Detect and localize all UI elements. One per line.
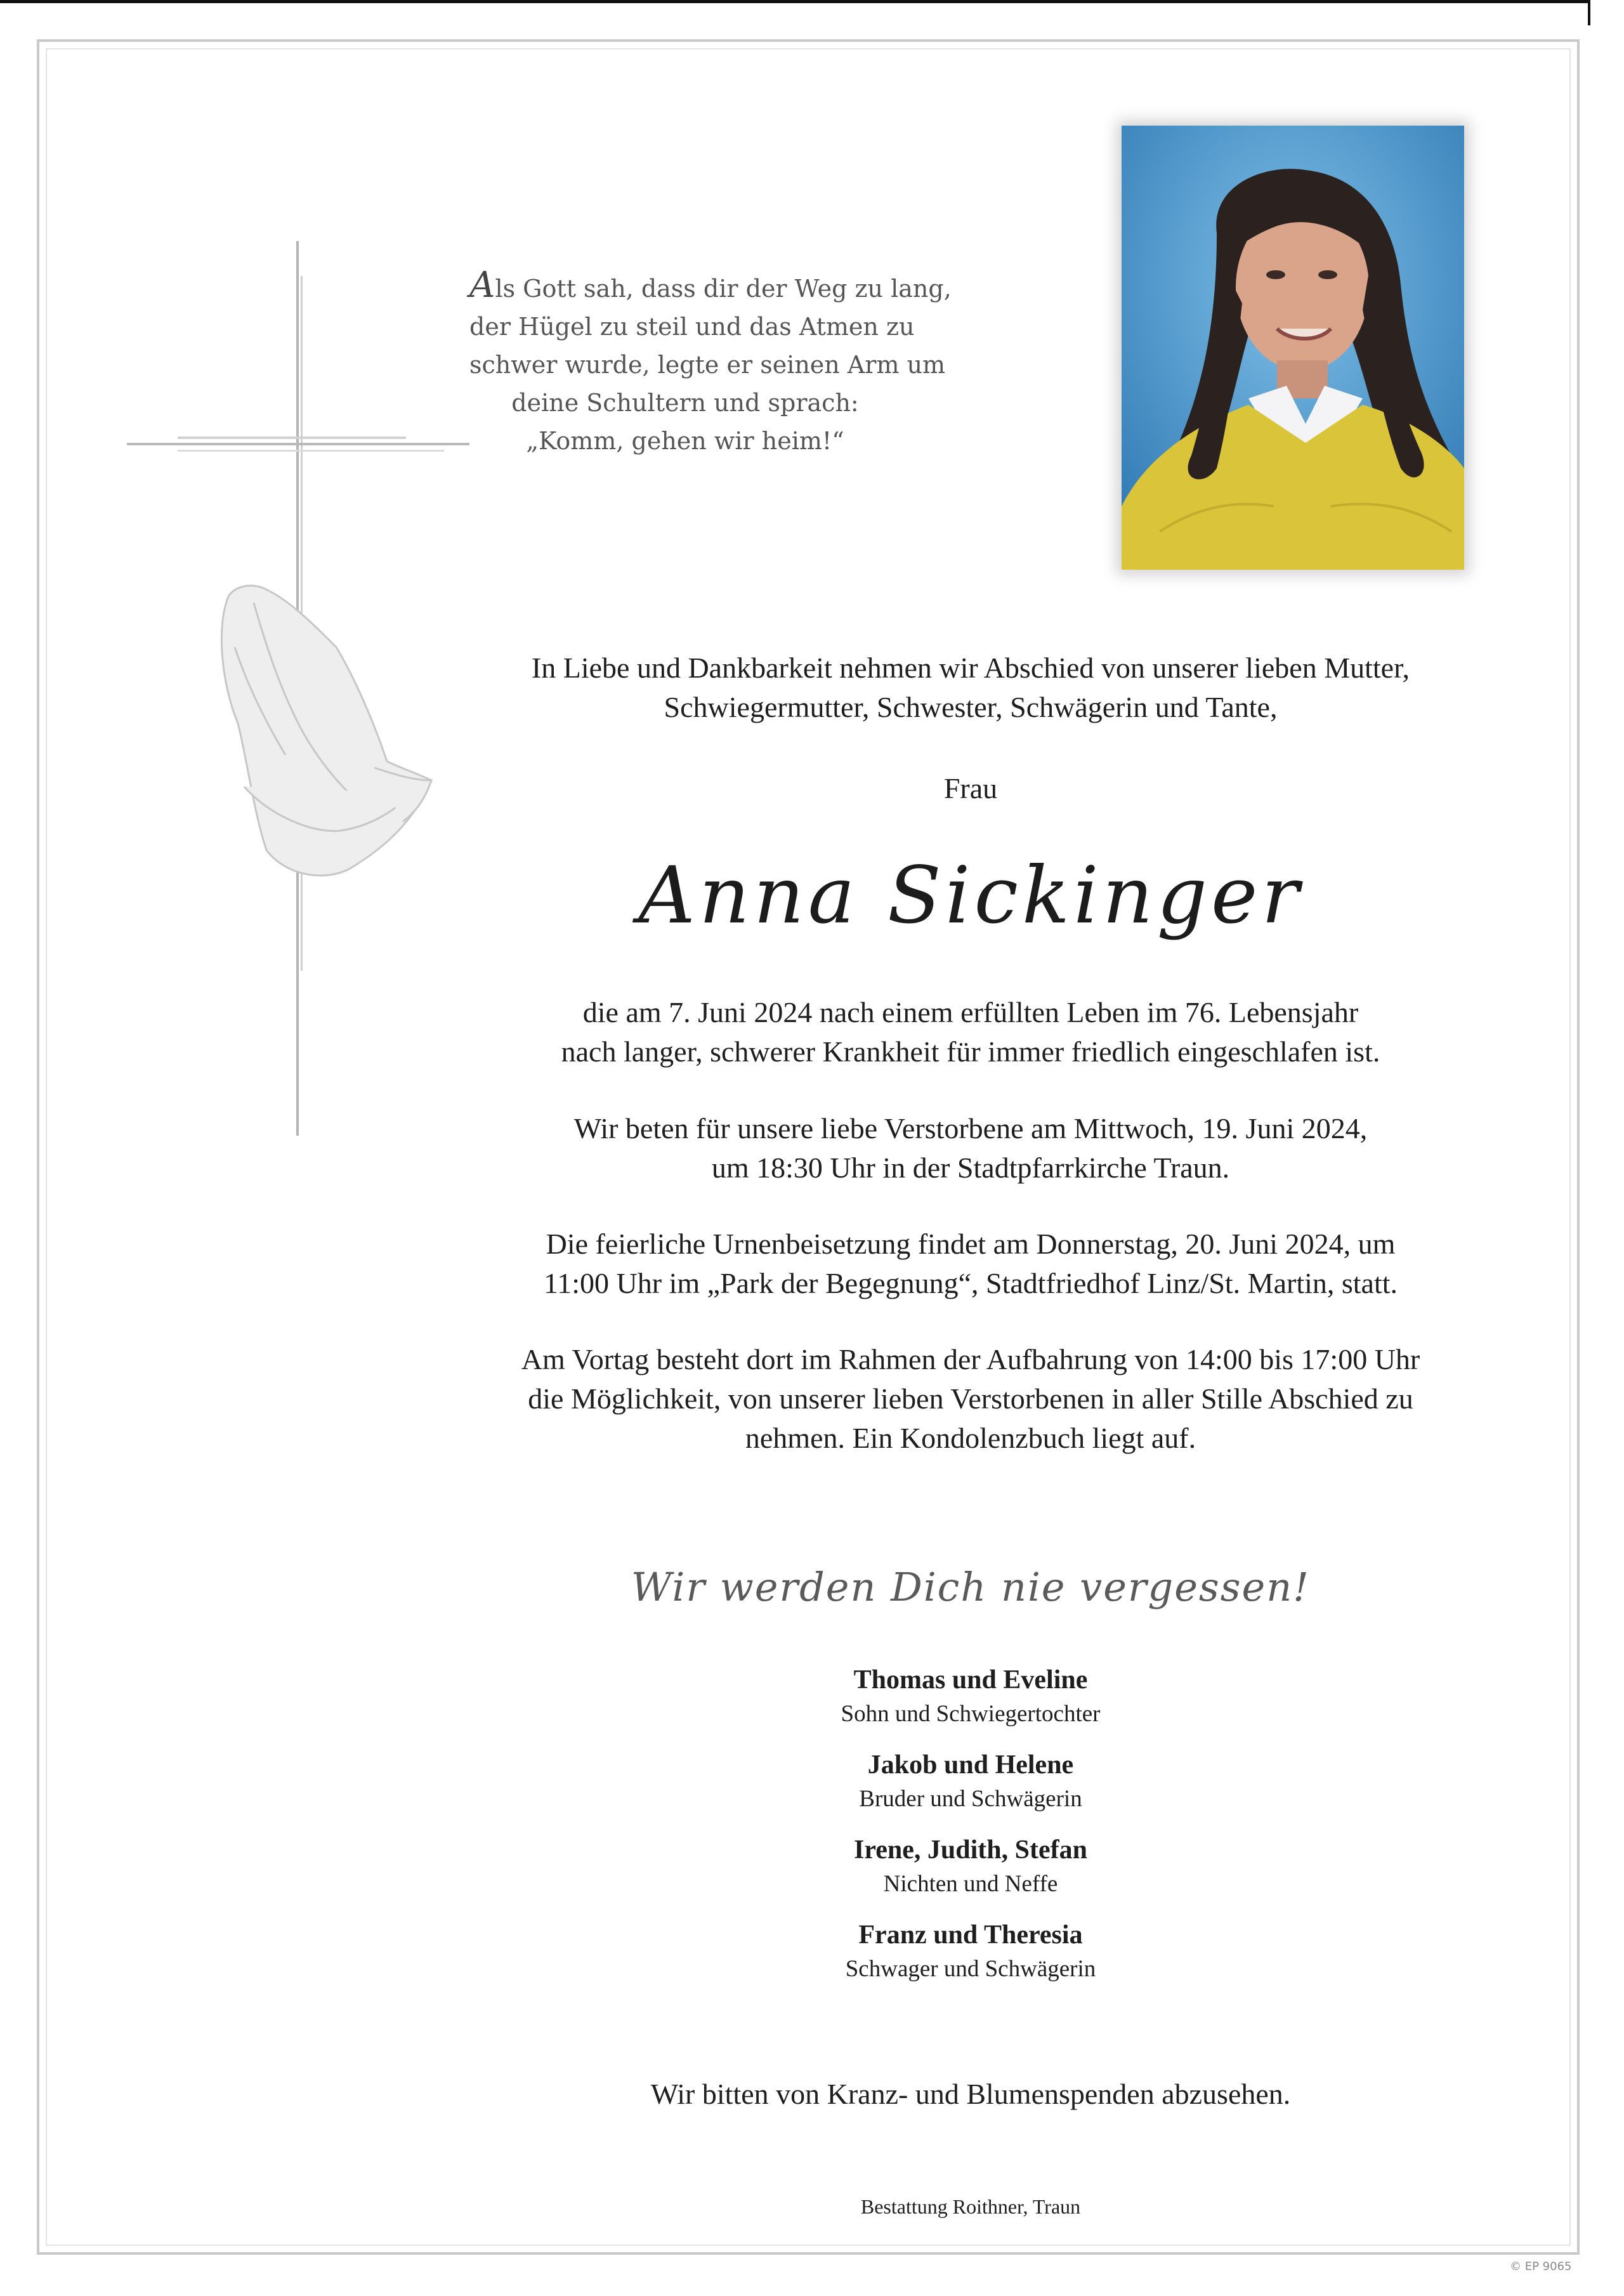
mourner-relation: Sohn und Schwiegertochter xyxy=(841,1701,1101,1727)
mourner-entry xyxy=(419,1747,1522,1816)
mourner-relation: Schwager und Schwägerin xyxy=(845,1956,1096,1982)
mourner-entry xyxy=(419,1662,1522,1731)
intro-line-1: In Liebe und Dankbarkeit nehmen wir Abschied von unserer lieben Mutter, xyxy=(531,652,1410,684)
portrait-photo xyxy=(1122,126,1464,570)
burial-line-2: 11:00 Uhr im „Park der Begegnung“, Stadtfriedhof Linz/St. Martin, statt. xyxy=(543,1267,1398,1299)
poem-line-4: deine Schultern und sprach: xyxy=(511,389,859,417)
poem-line-1 xyxy=(469,265,952,308)
motto: Wir werden Dich nie vergessen! xyxy=(631,1564,1311,1610)
donation-note: Wir bitten von Kranz- und Blumenspenden abzusehen. xyxy=(650,2078,1291,2110)
mourner-names: Franz und Theresia xyxy=(858,1920,1083,1950)
salutation: Frau xyxy=(943,772,998,804)
poem-line-2: der Hügel zu steil und das Atmen zu xyxy=(469,313,915,341)
mourner-entry xyxy=(419,1917,1522,1986)
deceased-name: Anna Sickinger xyxy=(638,850,1303,941)
death-notice-line-1: die am 7. Juni 2024 nach einem erfüllten Leben im 76. Lebensjahr xyxy=(582,996,1359,1028)
top-border-line xyxy=(0,0,1589,3)
mourners-list xyxy=(419,1662,1522,2002)
prayer-line-2: um 18:30 Uhr in der Stadtpfarrkirche Traun. xyxy=(711,1151,1230,1184)
viewing-line-2: die Möglichkeit, von unserer lieben Verstorbenen in aller Stille Abschied zu xyxy=(528,1382,1413,1415)
poem xyxy=(469,265,952,460)
portrait-image xyxy=(1122,126,1464,570)
poem-line-1-text: ls Gott sah, dass dir der Weg zu lang, xyxy=(495,275,952,303)
print-code: © EP 9065 xyxy=(1510,2260,1572,2273)
mourner-relation: Bruder und Schwägerin xyxy=(859,1786,1082,1812)
intro-text xyxy=(419,648,1522,727)
poem-line-3: schwer wurde, legte er seinen Arm um xyxy=(469,351,946,379)
mourner-entry xyxy=(419,1832,1522,1901)
death-notice-line-2: nach langer, schwerer Krankheit für immer friedlich eingeschlafen ist. xyxy=(561,1035,1380,1068)
viewing-line-1: Am Vortag besteht dort im Rahmen der Aufbahrung von 14:00 bis 17:00 Uhr xyxy=(521,1343,1420,1375)
funeral-home: Bestattung Roithner, Traun xyxy=(860,2195,1081,2218)
burial-line-1: Die feierliche Urnenbeisetzung findet am Donnerstag, 20. Juni 2024, um xyxy=(546,1228,1396,1260)
mourner-names: Jakob und Helene xyxy=(867,1750,1074,1780)
burial-info xyxy=(419,1224,1522,1303)
corner-border-line xyxy=(1588,0,1590,25)
intro-line-2: Schwiegermutter, Schwester, Schwägerin und Tante, xyxy=(664,691,1278,723)
prayer-line-1: Wir beten für unsere liebe Verstorbene am Mittwoch, 19. Juni 2024, xyxy=(573,1112,1368,1145)
death-notice xyxy=(419,993,1522,1072)
mourner-names: Thomas und Eveline xyxy=(853,1665,1088,1695)
poem-line-5: „Komm, gehen wir heim!“ xyxy=(526,427,844,455)
viewing-line-3: nehmen. Ein Kondolenzbuch liegt auf. xyxy=(745,1422,1196,1454)
viewing-info xyxy=(419,1340,1522,1458)
prayer-info xyxy=(419,1109,1522,1188)
poem-initial: A xyxy=(469,265,495,306)
mourner-relation: Nichten und Neffe xyxy=(883,1871,1058,1897)
mourner-names: Irene, Judith, Stefan xyxy=(854,1835,1087,1865)
